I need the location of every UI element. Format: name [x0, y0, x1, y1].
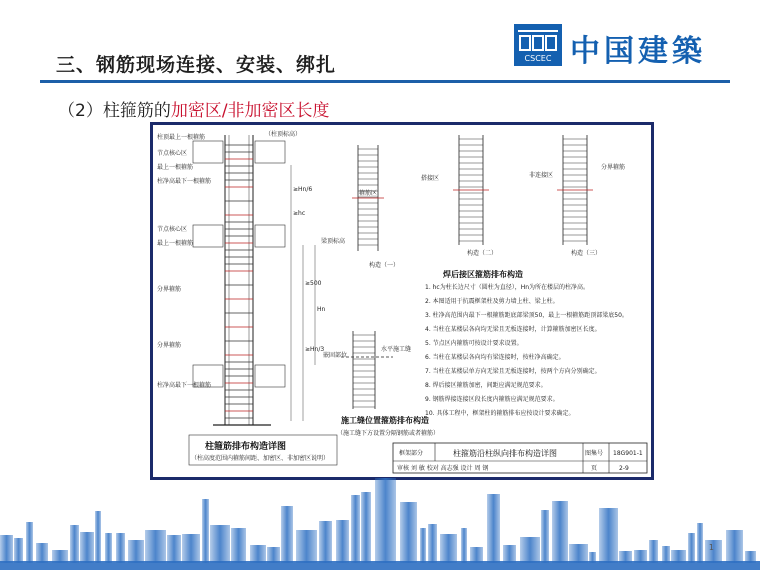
config-label-3: 构造（三） [571, 250, 602, 257]
building [105, 533, 112, 563]
building [552, 501, 568, 563]
building [26, 522, 33, 563]
dim-1: ≥Hn/6 [293, 186, 313, 193]
drawing-frame [150, 122, 654, 480]
building [319, 521, 332, 563]
building [461, 528, 467, 563]
building [599, 508, 618, 563]
building [202, 499, 209, 563]
building [14, 538, 23, 563]
building [0, 535, 13, 563]
building [649, 540, 658, 563]
left-label-5: 最上一根箍筋 [157, 240, 194, 247]
building [503, 545, 516, 563]
hoop-configurations [352, 135, 593, 251]
building [36, 543, 48, 563]
left-label-3: 柱净高最下一根箍筋 [157, 178, 212, 185]
joint-label: 水平施工缝 [381, 346, 412, 353]
building [662, 546, 670, 563]
dim-3: ≥500 [305, 280, 322, 287]
page-number: 1 [708, 543, 714, 552]
table-cell-2: 柱箍筋沿柱纵向排布构造详图 [453, 449, 557, 458]
notes-list [425, 283, 628, 417]
left-label-top: 柱顶最上一根箍筋 [157, 134, 206, 141]
building [569, 544, 588, 563]
top-label: （柱顶标高） [265, 131, 302, 138]
left-label-2: 最上一根箍筋 [157, 164, 194, 171]
joint-subtitle: （施工缝下方设置分隔钢筋或者箍筋） [337, 430, 440, 437]
note-5: 5. 节点区内箍筋可按设计要求设置。 [425, 340, 523, 347]
building [231, 528, 246, 563]
building [420, 528, 426, 563]
table-cell-3: 图集号 [585, 450, 604, 457]
subtitle-prefix: （2）柱箍筋的 [58, 101, 171, 121]
note-1: 1. hc为柱长边尺寸（圆柱为直径），Hn为所在楼层的柱净高。 [425, 284, 590, 291]
table-cell-5: 页 [591, 465, 598, 472]
building [428, 524, 437, 563]
config-side-1: 搭接区 [421, 175, 440, 182]
left-label-4: 节点核心区 [157, 226, 188, 233]
config-side-3: 非连接区 [529, 172, 554, 179]
building [361, 492, 371, 563]
logo-wordmark: 中国建築 [570, 34, 706, 69]
building [487, 494, 500, 563]
dim-4: Hn [317, 306, 326, 313]
cscec-mark-icon [514, 24, 562, 66]
building [688, 533, 695, 563]
dimension-lines [291, 165, 315, 421]
building [80, 532, 94, 563]
building [281, 506, 293, 563]
joint-title: 施工缝位置箍筋排布构造 [341, 416, 429, 425]
config-side-2: 箍筋区 [359, 190, 378, 197]
skyline-decoration [0, 475, 760, 570]
note-10: 10. 具体工程中，框架柱的箍筋排布应按设计要求确定。 [425, 410, 575, 417]
mid-label-2: 嵌固部位 [323, 352, 348, 359]
building [400, 502, 417, 563]
building [697, 523, 703, 563]
building [296, 530, 317, 563]
building [440, 534, 457, 563]
building [250, 545, 266, 563]
note-8: 8. 焊后接区箍筋加密，间距应满足规范要求。 [425, 382, 547, 389]
left-caption: 柱箍筋排布构造详图 [205, 442, 287, 452]
building [351, 495, 360, 563]
building [520, 537, 540, 563]
table-cell-1: 框架部分 [399, 450, 424, 457]
building [145, 530, 166, 563]
left-label-7: 分界箍筋 [157, 342, 182, 349]
building [541, 510, 549, 563]
building [167, 535, 181, 563]
note-4: 4. 当柱在某楼层各向均无梁且无板连接时，计算箍筋加密区长度。 [425, 326, 601, 333]
left-label-1: 节点核心区 [157, 150, 188, 157]
building [210, 525, 230, 563]
table-sign-row: 审核 刘 敏 校对 高志强 设计 周 钢 [397, 465, 489, 472]
note-7: 7. 当柱在某楼层单方向无梁且无板连接时，按两个方向分别确定。 [425, 368, 601, 375]
note-2: 2. 本图适用于抗震框架柱及剪力墙上柱、梁上柱。 [425, 298, 559, 305]
config-label-2: 构造（二） [467, 250, 498, 257]
building [116, 533, 125, 563]
config-side-4: 分界箍筋 [601, 164, 626, 171]
building [182, 534, 200, 563]
building [726, 530, 743, 563]
left-subcaption: （柱高度范围内箍筋间距、加密区、非加密区说明） [191, 455, 330, 462]
subtitle-highlight: 加密区/非加密区长度 [170, 101, 330, 121]
section-subtitle [58, 96, 330, 121]
building [336, 520, 349, 563]
building [128, 540, 144, 563]
building [70, 525, 79, 563]
building [470, 547, 483, 563]
logo-mark-text: CSCEC [524, 54, 552, 63]
left-label-6: 分界箍筋 [157, 286, 182, 293]
table-cell-6: 2-9 [619, 465, 629, 472]
building [267, 547, 280, 563]
note-9: 9. 钢筋焊接连接区段长度内箍筋应满足规范要求。 [425, 396, 559, 403]
table-cell-4: 18G901-1 [613, 450, 643, 457]
left-label-8: 柱净高最下一根箍筋 [157, 382, 212, 389]
mid-label-1: 梁顶标高 [321, 238, 346, 245]
company-logo [514, 24, 734, 69]
slide-title: 三、钢筋现场连接、安装、绑扎 [56, 54, 337, 76]
title-divider [40, 80, 730, 83]
dim-2: ≥hc [293, 210, 306, 217]
joint-detail [341, 331, 393, 409]
note-6: 6. 当柱在某楼层各向均有梁连接时，按柱净高确定。 [425, 354, 565, 361]
building [375, 478, 396, 563]
rebar-drawing [153, 125, 651, 477]
joint-hoops [353, 335, 375, 407]
note-3: 3. 柱净高范围内最下一根箍筋距底部梁顶50，最上一根箍筋距顶部梁底50。 [425, 312, 628, 319]
building [95, 511, 101, 563]
config-label-1: 构造（一） [369, 262, 400, 269]
dim-5: ≥Hn/3 [305, 346, 325, 353]
notes-title: 焊后接区箍筋排布构造 [443, 270, 523, 279]
